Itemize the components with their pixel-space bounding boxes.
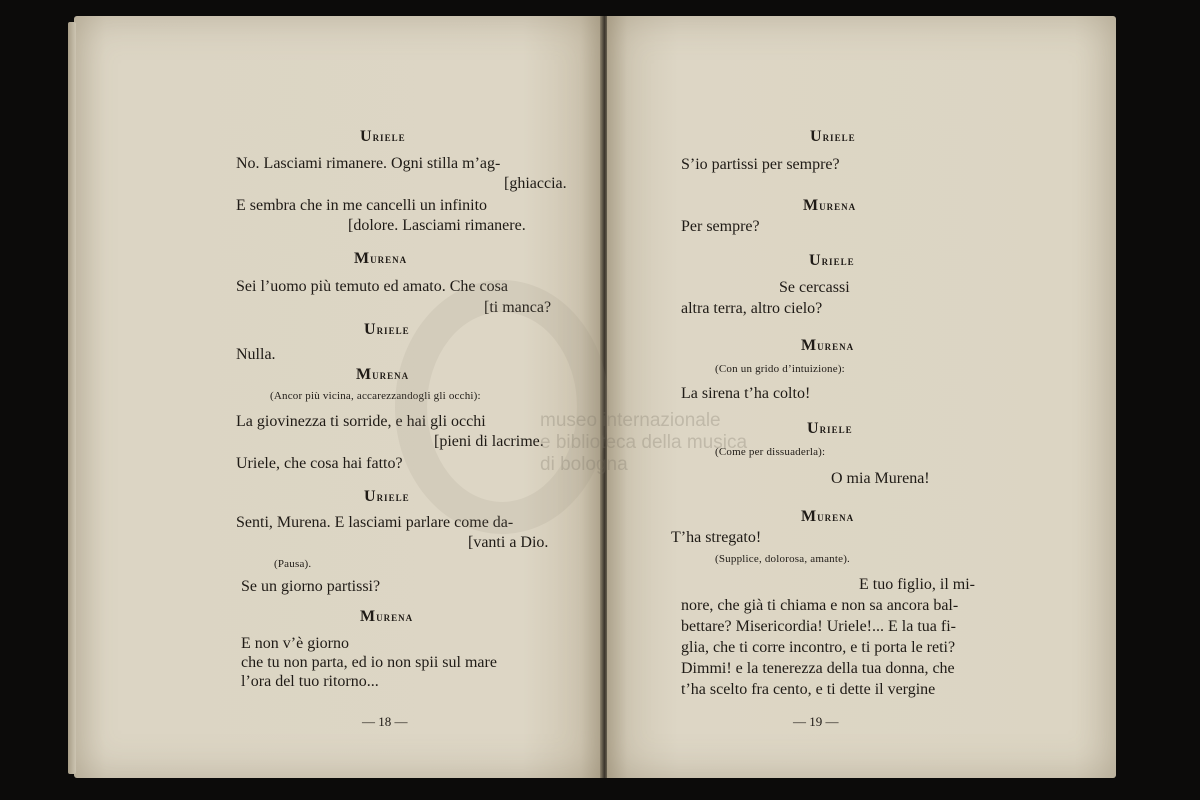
verse-line: nore, che già ti chiama e non sa ancora bal- (681, 597, 959, 614)
stage-direction: (Ancor più vicina, accarezzandogli gli occhi): (270, 390, 481, 402)
page-number: — 19 — (793, 714, 839, 729)
verse-line: Uriele, che cosa hai fatto? (236, 455, 403, 472)
stage-direction: (Supplice, dolorosa, amante). (715, 553, 851, 565)
speaker-name: Murena (354, 250, 408, 267)
right-page (607, 16, 1116, 778)
verse-line: Se un giorno partissi? (241, 578, 381, 595)
watermark-line: e biblioteca della musica (540, 432, 748, 453)
verse-line: glia, che ti corre incontro, e ti porta le reti? (681, 639, 956, 656)
verse-line: E tuo figlio, il mi- (859, 576, 975, 593)
verse-line: Se cercassi (779, 279, 850, 296)
verse-line: T’ha stregato! (671, 529, 762, 546)
speaker-name: Murena (801, 508, 855, 525)
verse-line: [ti manca? (484, 299, 552, 316)
stage-direction: (Come per dissuaderla): (715, 446, 826, 458)
speaker-name: Uriele (360, 128, 406, 145)
watermark-logo (395, 280, 609, 534)
verse-line: Per sempre? (681, 218, 760, 235)
speaker-name: Uriele (364, 488, 410, 505)
verse-line: Sei l’uomo più temuto ed amato. Che cosa (236, 278, 508, 295)
speaker-name: Murena (803, 197, 857, 214)
speaker-name: Uriele (809, 252, 855, 269)
verse-line: No. Lasciami rimanere. Ogni stilla m’ag- (236, 155, 501, 172)
verse-line: Dimmi! e la tenerezza della tua donna, che (681, 660, 955, 677)
verse-line: Senti, Murena. E lasciami parlare come da- (236, 514, 514, 531)
speaker-name: Uriele (810, 128, 856, 145)
verse-line: t’ha scelto fra cento, e ti dette il vergine (681, 681, 936, 698)
verse-line: E non v’è giorno (241, 635, 349, 652)
verse-line: che tu non parta, ed io non spii sul mare (241, 654, 497, 671)
verse-line: Nulla. (236, 346, 276, 363)
verse-line: altra terra, altro cielo? (681, 300, 823, 317)
page-number: — 18 — (362, 714, 408, 729)
verse-line: [pieni di lacrime. (434, 433, 544, 450)
speaker-name: Uriele (364, 321, 410, 338)
verse-line: La sirena t’ha colto! (681, 385, 811, 402)
speaker-name: Murena (801, 337, 855, 354)
speaker-name: Murena (360, 608, 414, 625)
stage-direction: (Con un grido d’intuizione): (715, 363, 845, 375)
verse-line: [ghiaccia. (504, 175, 567, 192)
verse-line: E sembra che in me cancelli un infinito (236, 197, 488, 214)
verse-line: l’ora del tuo ritorno... (241, 673, 379, 690)
verse-line: S’io partissi per sempre? (681, 156, 840, 173)
speaker-name: Uriele (807, 420, 853, 437)
watermark-line: di bologna (540, 454, 628, 475)
verse-line: [vanti a Dio. (468, 534, 549, 551)
verse-line: O mia Murena! (831, 470, 930, 487)
watermark (540, 410, 850, 476)
verse-line: [dolore. Lasciami rimanere. (348, 217, 526, 234)
verse-line: bettare? Misericordia! Uriele!... E la tua fi- (681, 618, 956, 635)
verse-line: La giovinezza ti sorride, e hai gli occhi (236, 413, 486, 430)
watermark-line: museo internazionale (540, 410, 721, 431)
speaker-name: Murena (356, 366, 410, 383)
stage-direction: (Pausa). (274, 558, 312, 570)
